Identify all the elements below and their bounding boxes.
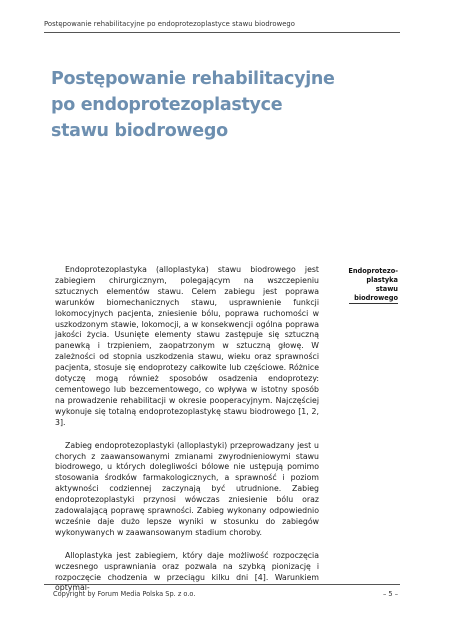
header-divider — [44, 32, 400, 33]
body-paragraph: Zabieg endoprotezoplastyki (alloplastyki) przeprowadzany jest u chorych z zaawansowanymi zmianami zwyrodnieniowymi stawu biodrowego, u których dolegliwości bólowe nie ustępują pomimo stosowania środków farmakologicznych, a sprawność i poziom aktywności codziennej zaczynają być utrudnione. Zabieg endoprotezoplastyki przynosi wówczas zniesienie bólu oraz zadowalającą poprawę sprawności. Zabieg wykonany odpowiednio wcześnie daje dużo lepsze wyniki w stosunku do zabiegów wykonywanych w zaawansowanym stadium choroby. — [55, 440, 319, 537]
title-line: stawu biodrowego — [51, 121, 228, 141]
page-number: – 5 – — [383, 590, 398, 598]
title-line: po endoprotezoplastyce — [51, 95, 283, 115]
article-title — [51, 66, 381, 144]
margin-note-underline — [349, 303, 398, 304]
margin-note-line: biodrowego — [354, 294, 398, 302]
body-paragraph: Endoprotezoplastyka (alloplastyka) stawu biodrowego jest zabiegiem chirurgicznym, polegającym na wszczepieniu sztucznych elementów stawu. Celem zabiegu jest poprawa warunków biomechanicznych stawu, usprawnienie funkcji lokomocyjnych pacjenta, zniesienie bólu, poprawa ruchomości w uszkodzonym stawie, lokomocji, a w konsekwencji ogólna poprawa jakości życia. Usunięte elementy stawu zastępuje się sztuczną panewką i trzpieniem, zaopatrzonym w sztuczną głowę. W zależności od stopnia uszkodzenia stawu, wieku oraz sprawności pacjenta, stosuje się endoprotezy całkowite lub częściowe. Różnice dotyczę mogą również sposobów osadzenia endoprotezy: cementowego lub bezcementowego, co wpływa w istotny sposób na prowadzenie rehabilitacji w okresie pooperacyjnym. Najczęściej wykonuje się totalną endoprotezoplastykę stawu biodrowego [1, 2, 3]. — [55, 265, 319, 427]
article-body — [55, 265, 319, 606]
running-header: Postępowanie rehabilitacyjne po endoprotezoplastyce stawu biodrowego — [44, 20, 295, 28]
copyright-notice: Copyright by Forum Media Polska Sp. z o.o. — [53, 590, 196, 598]
body-paragraph: Alloplastyka jest zabiegiem, który daje możliwość rozpoczęcia wczesnego usprawniania oraz pozwala na szybką pionizację i rozpoczęcie chodzenia w przeciągu kilku dni [4]. Warunkiem optymal- — [55, 550, 319, 593]
margin-note-line: stawu — [375, 285, 398, 293]
title-line: Postępowanie rehabilitacyjne — [51, 69, 335, 89]
margin-note-line: plastyka — [366, 276, 398, 284]
margin-note — [330, 267, 398, 303]
margin-note-line: Endoprotezo- — [348, 267, 398, 275]
footer-divider — [44, 584, 400, 585]
